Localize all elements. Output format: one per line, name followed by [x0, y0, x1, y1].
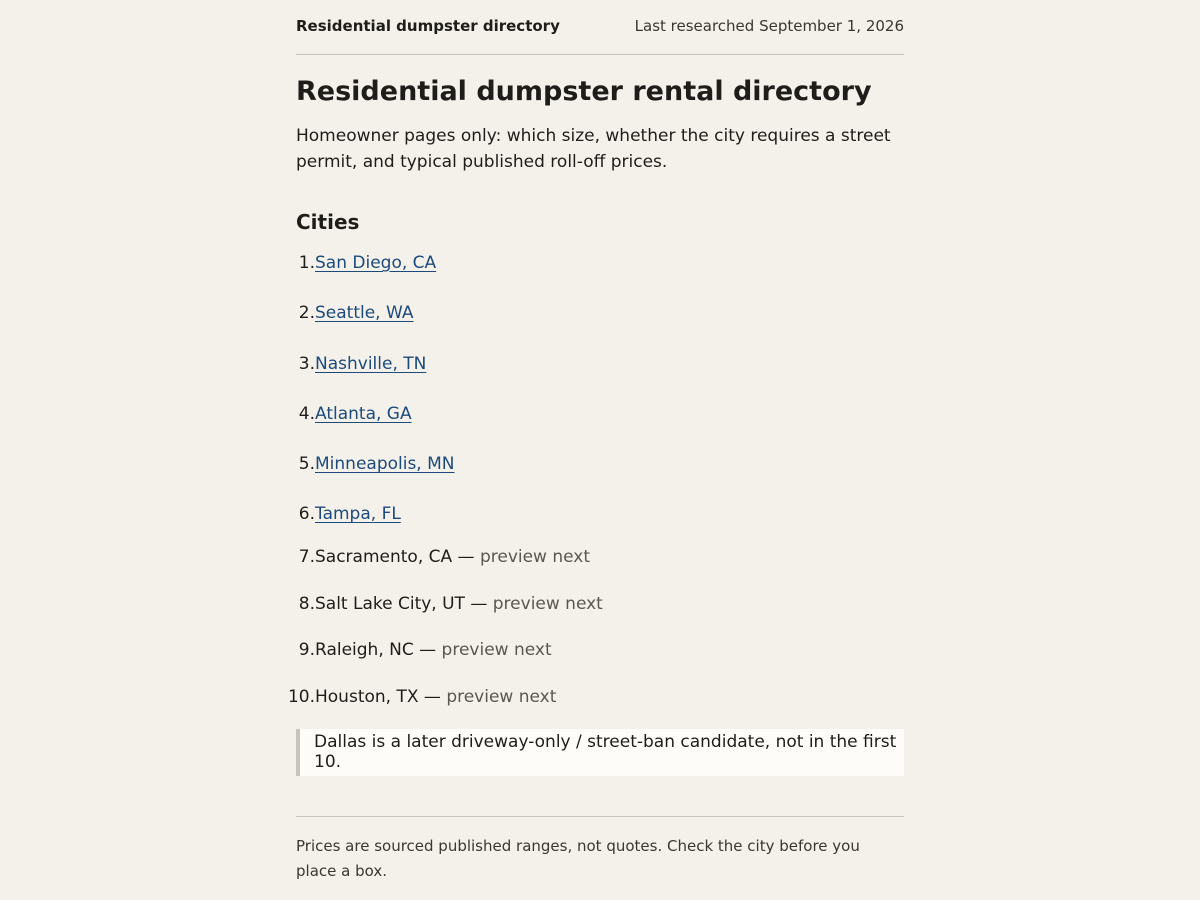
preview-status: preview next — [446, 686, 557, 707]
intro-text: Homeowner pages only: which size, whether the city requires a street permit, and typical published roll-off prices. — [296, 126, 891, 172]
footer — [296, 816, 904, 884]
city-list-item — [287, 685, 904, 709]
preview-status: preview next — [492, 593, 603, 614]
city-list-item — [296, 545, 904, 591]
city-name-houston: Houston, TX — [315, 686, 419, 707]
footer-disclaimer: Prices are sourced published ranges, not quotes. Check the city before you place a box. — [296, 836, 860, 880]
list-number: 8. — [298, 593, 315, 614]
city-list — [287, 251, 904, 709]
page — [287, 0, 904, 884]
city-list-item — [296, 352, 904, 402]
cities-heading: Cities — [296, 210, 360, 234]
separator: — — [418, 686, 447, 707]
page-title: Residential dumpster rental directory — [296, 76, 872, 107]
list-number: 9. — [298, 640, 315, 661]
separator: — — [413, 640, 442, 661]
city-list-item — [296, 592, 904, 638]
city-list-item — [296, 502, 904, 545]
list-number: 5. — [298, 454, 315, 475]
list-number: 10. — [287, 686, 315, 707]
city-list-item — [296, 301, 904, 351]
city-name-raleigh: Raleigh, NC — [315, 640, 414, 661]
list-number: 1. — [298, 253, 315, 273]
city-name-salt-lake-city: Salt Lake City, UT — [315, 593, 465, 614]
list-number: 2. — [298, 303, 315, 324]
city-name-sacramento: Sacramento, CA — [315, 547, 453, 568]
dallas-note-callout — [296, 729, 904, 776]
preview-status: preview next — [441, 640, 552, 661]
city-list-item — [296, 251, 904, 301]
last-researched-date: Last researched September 1, 2026 — [634, 17, 904, 35]
separator: — — [464, 593, 493, 614]
city-link-atlanta[interactable]: Atlanta, GA — [315, 403, 412, 424]
preview-status: preview next — [479, 547, 591, 568]
city-list-item — [296, 452, 904, 502]
city-link-tampa[interactable]: Tampa, FL — [315, 504, 401, 525]
separator: — — [452, 547, 480, 568]
city-list-item — [296, 402, 904, 452]
city-link-seattle[interactable]: Seattle, WA — [315, 303, 414, 324]
note-text: Dallas is a later driveway-only / street-ban candidate, not in the first 10. — [314, 732, 897, 773]
city-list-item — [296, 638, 904, 684]
city-link-san-diego[interactable]: San Diego, CA — [315, 253, 437, 273]
city-link-nashville[interactable]: Nashville, TN — [315, 353, 427, 374]
list-number: 4. — [298, 403, 315, 424]
site-brand[interactable]: Residential dumpster directory — [296, 17, 560, 35]
list-number: 6. — [298, 504, 315, 525]
top-bar — [296, 0, 904, 55]
list-number: 3. — [298, 353, 315, 374]
city-link-minneapolis[interactable]: Minneapolis, MN — [315, 454, 455, 475]
list-number: 7. — [298, 547, 315, 568]
